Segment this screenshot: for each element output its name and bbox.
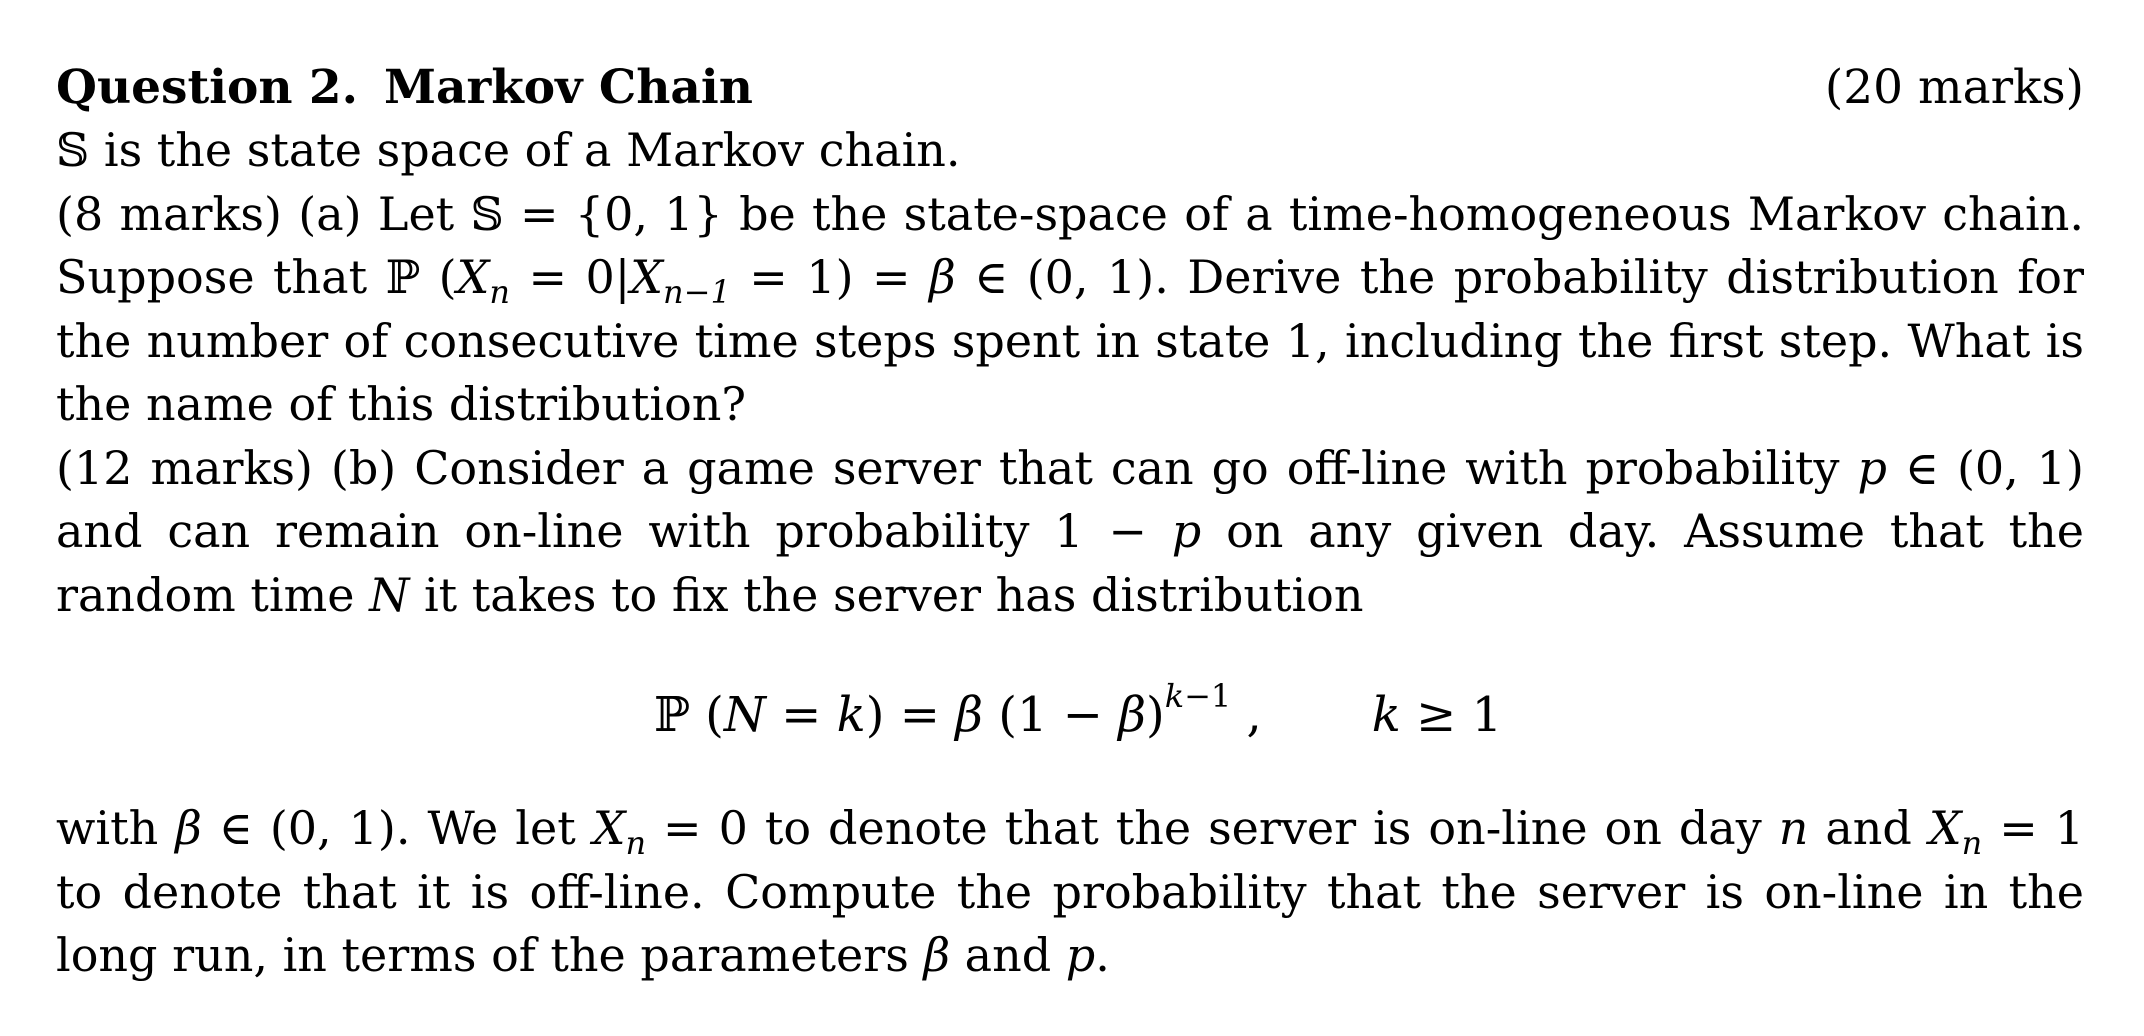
part-a	[56, 183, 2084, 437]
question-body	[56, 119, 2084, 627]
part-b-text-8: and	[1825, 801, 1912, 855]
part-a-state-symbol: 𝕊	[470, 186, 504, 241]
display-equation: ℙ (N = k) = β $(1 - \beta)^{k-1}$ , k ≥ 1	[653, 677, 1503, 743]
part-b-beta-range: β ∈ (0, 1).	[175, 801, 411, 855]
part-b-beta: β	[923, 928, 951, 982]
part-b-p-range: p ∈ (0, 1)	[1857, 440, 2084, 495]
part-b-text-3: on any given day. Assume that the random time	[56, 504, 2085, 622]
part-b-text-2: and can remain on-line with probability	[56, 504, 1030, 558]
part-b-text-7: to denote that the server is on-line on day	[764, 801, 1762, 855]
question-title	[56, 56, 753, 119]
part-b-continuation: with β ∈ (0, 1). We let $X_n = 0$ to denote that the server is on-line on day n and $X_n = 1$ to denote that it is off-line. Compute the probability that the server is on-line in the long run, in terms of the parameters β and p.	[56, 801, 2085, 982]
intro-text: is the state space of a Markov chain.	[89, 123, 961, 177]
part-b-label: (b)	[330, 440, 397, 495]
state-space-symbol: 𝕊	[56, 123, 90, 177]
part-b-xn-one: $X_n = 1$	[1928, 801, 2085, 862]
part-b-text-9: to denote that it is off-line. Compute the probability that the server is on-line in the long run, in terms of the parameters	[56, 864, 2084, 982]
part-a-text-3: Suppose that	[56, 250, 368, 304]
part-a-transition-prob: ℙ $(X_n = 0|X_{n-1} = 1) = \beta$ ∈ (0, 1).	[385, 250, 1169, 311]
part-a-label: (a)	[298, 186, 362, 241]
part-b-n: n	[1778, 801, 1809, 855]
question-header	[56, 56, 2084, 119]
part-b-text-5: with	[56, 801, 159, 855]
part-b-marks: (12 marks)	[56, 440, 313, 495]
part-b-one-minus-p: 1 − p	[1054, 504, 1202, 558]
part-b-text-6: We let	[427, 801, 576, 855]
part-b-xn-zero: $X_n = 0$	[592, 801, 748, 862]
part-b-text-1: Consider a game server that can go off-line with probability	[414, 440, 1840, 495]
part-b-N: N	[369, 567, 410, 622]
part-a-marks: (8 marks)	[56, 186, 282, 241]
part-b-continued	[56, 797, 2084, 988]
part-a-text-2: = {0, 1} be the state-space of a time-homogeneous Markov chain.	[519, 186, 2085, 241]
part-b-text-10: and	[964, 928, 1052, 982]
part-a-text-1: Let	[377, 186, 455, 241]
question-topic: Markov Chain	[384, 60, 753, 115]
part-b-text-4: it takes to fix the server has distribution	[423, 567, 1364, 622]
part-b	[56, 437, 2084, 628]
part-a-text-4: Derive the probability distribution for the number of consecutive time steps spent in state 1, including the first step. What is the name of this distribution?	[56, 250, 2084, 431]
question-number: Question 2.	[56, 60, 358, 115]
intro-line	[56, 119, 2084, 183]
part-b-p: p	[1065, 928, 1096, 982]
total-marks: (20 marks)	[1824, 60, 2084, 115]
